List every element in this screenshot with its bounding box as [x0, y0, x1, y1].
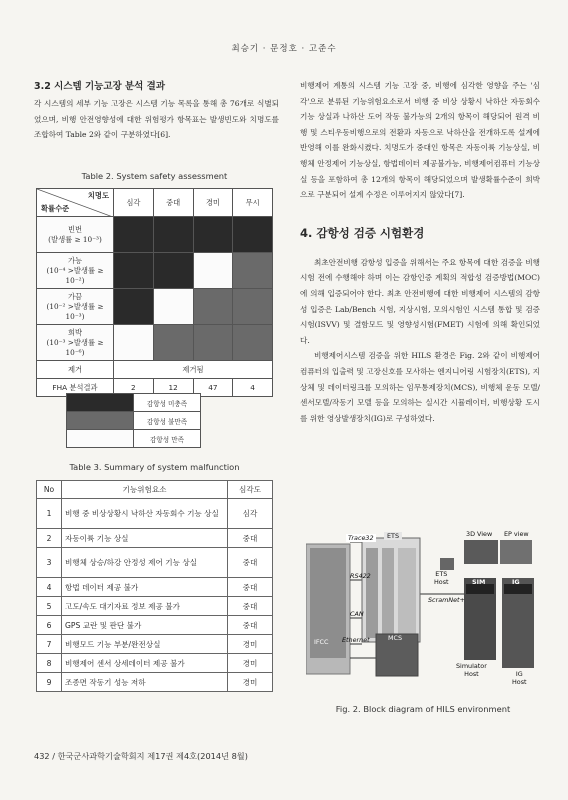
col-header: 심각도 — [228, 481, 273, 499]
item-cell: 비행 중 비상상황시 낙하산 자동회수 기능 상실 — [62, 499, 228, 529]
table-row — [37, 548, 273, 578]
item-cell: GPS 교란 및 판단 불가 — [62, 616, 228, 635]
ig-label: IG — [512, 578, 520, 586]
remove-label: 제거 — [37, 361, 114, 379]
ethernet-label: Ethernet — [342, 636, 370, 644]
legend-label: 감항성 미충족 — [134, 394, 201, 412]
severity-header: 중대 — [153, 189, 193, 217]
col-header: 기능위험요소 — [62, 481, 228, 499]
risk-cell — [233, 289, 273, 325]
malfunction-table — [36, 480, 273, 692]
rs422-label: RS422 — [350, 572, 371, 580]
section-title-3-2: 3.2 시스템 기능고장 분석 결과 — [34, 81, 166, 92]
risk-cell — [193, 289, 233, 325]
left-column — [34, 78, 279, 143]
legend-label: 감항성 만족 — [134, 430, 201, 448]
probability-row — [37, 325, 273, 361]
scramnet-label: ScramNet+ — [428, 596, 465, 604]
fha-label: FHA 분석결과 — [37, 379, 114, 397]
ets-label: ETS — [384, 532, 402, 540]
risk-cell — [153, 253, 193, 289]
severity-cell: 경미 — [228, 635, 273, 654]
malfunction-table-body — [37, 499, 273, 692]
severity-cell: 중대 — [228, 597, 273, 616]
item-cell: 조종면 작동기 성능 저하 — [62, 673, 228, 692]
page-footer: 432 / 한국군사과학기술학회지 제17권 제4호(2014년 8월) — [34, 751, 248, 761]
fha-value: 47 — [193, 379, 233, 397]
fha-value: 4 — [233, 379, 273, 397]
risk-cell — [193, 253, 233, 289]
figure2-caption: Fig. 2. Block diagram of HILS environment — [335, 704, 511, 714]
ifcc-label: IFCC — [314, 638, 329, 646]
3d-view-label: 3D View — [466, 530, 493, 538]
severity-cell: 중대 — [228, 578, 273, 597]
risk-cell — [193, 217, 233, 253]
legend-swatch — [67, 430, 134, 448]
sim-label: SIM — [472, 578, 486, 586]
right-column — [300, 78, 540, 426]
probability-label: 빈번 (발생률 ≥ 10⁻³) — [37, 217, 114, 253]
table-row — [37, 635, 273, 654]
ig-host-label: IG Host — [512, 670, 527, 686]
severity-cell: 경미 — [228, 673, 273, 692]
severity-cell: 심각 — [228, 499, 273, 529]
hils-block-diagram — [306, 530, 540, 686]
table-row — [37, 499, 273, 529]
right-paragraph-3: 비행제어시스템 검증을 위한 HILS 환경은 Fig. 2와 같이 비행제어컴퓨터의 입출력 및 고장신호를 모사하는 엔지니어링 시험장치(ETS), 지상체 및 데이터링크를 모의하는 임무통제장치(MCS), 비행체 운동 모델/센서모델/작동기 모델 등을 모의하는 실시간 시뮬레이터, 비행상황 도시를 위한 영상발생장치(IG)로 구성하였다. — [300, 351, 540, 423]
item-cell: 비행모드 기능 부분/완전상실 — [62, 635, 228, 654]
legend-row — [67, 394, 201, 412]
risk-cell — [233, 253, 273, 289]
risk-cell — [233, 217, 273, 253]
table-row — [37, 654, 273, 673]
right-paragraph-1: 비행제어 계통의 시스템 기능 고장 중, 비행에 심각한 영향을 주는 '심각'으로 분류된 기능위험요소로서 비행 중 비상 상황시 낙하산 자동회수 기능 상실과 나하산 도어 작동 불가능의 2개의 항목이 해당되어 원격 비행 및 스티우동비행으로의 전환과 자동으로 낙하산을 전개하도록 설계에 반영해 이를 완화시켰다. 치명도가 중대인 항목은 자동이륙 기능상실, 비행체 안정제어 기능상실, 항법데이터 제공불가능, 비행제어컴퓨터 기능상실 등을 포함하여 총 12개의 항목이 해당되었으며 발생확률수준이 희박으로 구분되어 설계 수정은 이루어지지 않았다[7]. — [300, 81, 540, 200]
right-paragraph-2: 최초안전비행 감항성 입증을 위해서는 주요 항목에 대한 검증을 비행시험 전에 수행해야 하며 이는 감항인증 계획의 적합성 검증방법(MOC)에 의해 입증되어야 한다. 최초 안전비행에 대한 비행제어 시스템의 감항성 입증은 Lab/Bench 시험, 지상시험, 모의시험인 시스템 통합 및 검증시험(ISVV) 및 결함모드 및 영향성시험(FMET) 시험에 의해 확인되었다. — [300, 257, 540, 345]
no-cell: 3 — [37, 548, 62, 578]
col-header: No — [37, 481, 62, 499]
severity-header: 심각 — [114, 189, 154, 217]
legend-table — [66, 393, 201, 448]
probability-label: 희박 (10⁻³ >발생률 ≥ 10⁻⁶) — [37, 325, 114, 361]
no-cell: 4 — [37, 578, 62, 597]
risk-cell — [114, 289, 154, 325]
risk-cell — [114, 217, 154, 253]
risk-cell — [153, 289, 193, 325]
risk-cell — [153, 325, 193, 361]
table-row — [37, 616, 273, 635]
trace32-label: Trace32 — [348, 534, 374, 542]
risk-cell — [114, 325, 154, 361]
severity-cell: 중대 — [228, 529, 273, 548]
remove-value: 제거됨 — [114, 361, 273, 379]
severity-cell: 경미 — [228, 654, 273, 673]
fha-value: 12 — [153, 379, 193, 397]
fha-value: 2 — [114, 379, 154, 397]
table3-caption: Table 3. Summary of system malfunction — [69, 462, 240, 472]
risk-cell — [233, 325, 273, 361]
legend-label: 감항성 불만족 — [134, 412, 201, 430]
no-cell: 8 — [37, 654, 62, 673]
safety-assessment-table — [36, 188, 273, 397]
probability-label: 가능 (10⁻⁴ >발생률 ≥ 10⁻²) — [37, 253, 114, 289]
no-cell: 1 — [37, 499, 62, 529]
left-paragraph: 각 시스템의 세부 기능 고장은 시스템 기능 목록을 통해 총 76개로 식별되었으며, 비행 안전영향성에 대한 위험평가 항목표는 발생빈도와 치명도를 조합하여 Table 2와 같이 구분하였다[6]. — [34, 99, 279, 140]
probability-label: 가끔 (10⁻² >발생률 ≥ 10⁻³) — [37, 289, 114, 325]
simulator-host-label: Simulator Host — [456, 662, 487, 678]
item-cell: 비행체 상승/하강 안정성 제어 기능 상실 — [62, 548, 228, 578]
item-cell: 비행제어 센서 상세데이터 제공 불가 — [62, 654, 228, 673]
legend-swatch — [67, 394, 134, 412]
item-cell: 고도/속도 대기자료 정보 제공 불가 — [62, 597, 228, 616]
table2-corner — [37, 189, 114, 217]
severity-header: 경미 — [193, 189, 233, 217]
table-row — [37, 529, 273, 548]
risk-cell — [153, 217, 193, 253]
table2-caption: Table 2. System safety assessment — [81, 171, 228, 181]
no-cell: 5 — [37, 597, 62, 616]
severity-header: 무시 — [233, 189, 273, 217]
table-row — [37, 578, 273, 597]
corner-severity-label: 치명도 — [87, 191, 109, 200]
no-cell: 9 — [37, 673, 62, 692]
item-cell: 항법 데이터 제공 불가 — [62, 578, 228, 597]
diagram-connectors — [306, 534, 540, 686]
section-title-4: 4. 감항성 검증 시험환경 — [300, 225, 425, 240]
mcs-label: MCS — [388, 634, 403, 642]
probability-row — [37, 289, 273, 325]
table-row — [37, 597, 273, 616]
ets-host-label: ETS Host — [434, 570, 449, 586]
no-cell: 6 — [37, 616, 62, 635]
running-header: 최승기 · 문정호 · 고준수 — [231, 44, 337, 54]
risk-cell — [114, 253, 154, 289]
severity-cell: 중대 — [228, 616, 273, 635]
legend-row — [67, 430, 201, 448]
ep-view-label: EP view — [504, 530, 529, 538]
corner-probability-label: 확률수준 — [41, 204, 70, 213]
legend-swatch — [67, 412, 134, 430]
severity-cell: 중대 — [228, 548, 273, 578]
table-row — [37, 673, 273, 692]
can-label: CAN — [350, 610, 364, 618]
risk-cell — [193, 325, 233, 361]
legend-row — [67, 412, 201, 430]
no-cell: 7 — [37, 635, 62, 654]
probability-row — [37, 217, 273, 253]
item-cell: 자동이륙 기능 상실 — [62, 529, 228, 548]
probability-row — [37, 253, 273, 289]
no-cell: 2 — [37, 529, 62, 548]
